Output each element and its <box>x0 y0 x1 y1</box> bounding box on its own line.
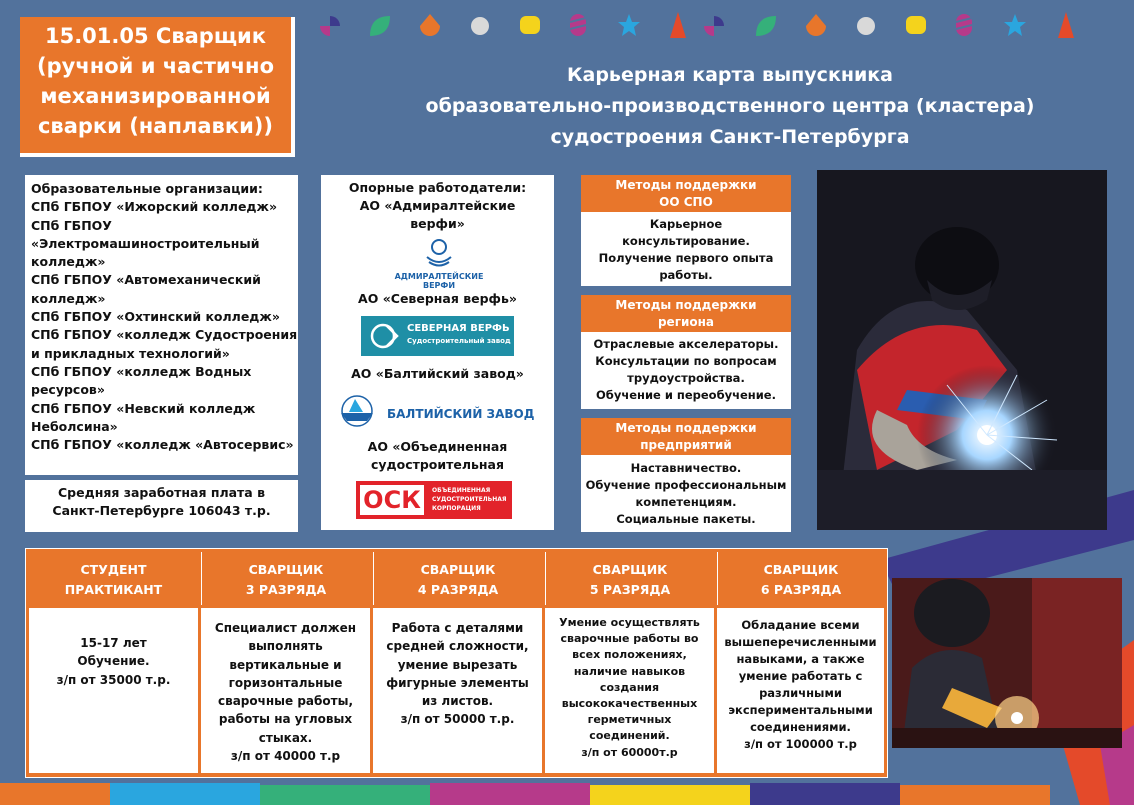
severnaya-logo-subtext: Судостроительный завод <box>407 337 511 345</box>
career-level-description <box>373 608 542 773</box>
welding-work-photo <box>892 578 1122 748</box>
employer-admiralty: АО «Адмиралтейские <box>359 198 516 213</box>
career-level-line: соединениями. <box>750 720 851 734</box>
support-card-line: Отраслевые акселераторы. <box>593 337 779 351</box>
career-level-line: вышеперечисленными <box>724 635 877 649</box>
support-card-line: работы. <box>659 268 713 282</box>
support-card-title: ОО СПО <box>659 195 713 209</box>
program-title-line: сварки (наплавки)) <box>37 114 273 138</box>
program-title-line: механизированной <box>40 84 271 108</box>
career-level-title: ПРАКТИКАНТ <box>64 582 163 597</box>
education-line: СПб ГБПОУ «Автомеханический <box>31 272 261 288</box>
support-card-body <box>581 212 791 286</box>
baltic-emblem-icon <box>335 391 379 435</box>
career-level-title: СТУДЕНТ <box>80 562 147 577</box>
education-line: колледж» <box>31 254 106 270</box>
career-level-title: СВАРЩИК <box>248 562 324 577</box>
career-level-line: фигурные элементы <box>386 675 529 690</box>
page-title-line: судостроения Санкт-Петербурга <box>550 126 910 148</box>
career-level-title: 5 РАЗРЯДА <box>589 582 671 597</box>
career-level-line: з/п от 100000 т.р <box>744 737 857 751</box>
career-level-line: наличие навыков <box>573 664 686 678</box>
osk-logo-mark: ОСК <box>360 485 424 515</box>
admiralty-emblem-icon <box>424 237 454 267</box>
education-line: и прикладных технологий» <box>31 345 230 361</box>
career-level-line: различными <box>759 686 842 700</box>
career-level-line: Умение осуществлять <box>559 616 700 629</box>
career-level-line: из листов. <box>421 694 494 709</box>
career-level-header <box>29 552 198 605</box>
career-level-description <box>545 608 714 773</box>
welder-photo <box>817 170 1107 530</box>
education-organizations <box>25 175 298 475</box>
support-card-body <box>581 455 791 532</box>
support-card-title: предприятий <box>640 438 732 452</box>
career-level-line: средней сложности, <box>386 639 529 654</box>
average-salary <box>25 480 298 532</box>
support-card-line: трудоустройства. <box>627 371 745 385</box>
page-title-line: Карьерная карта выпускника <box>566 64 893 86</box>
career-level-title: СВАРЩИК <box>420 562 496 577</box>
career-level-title: СВАРЩИК <box>592 562 668 577</box>
career-level-title: 6 РАЗРЯДА <box>760 582 842 597</box>
salary-line: Средняя заработная плата в <box>58 485 265 500</box>
severnaya-emblem-icon <box>365 316 405 356</box>
employer-admiralty: верфи» <box>410 216 465 231</box>
career-level-title: СВАРЩИК <box>763 562 839 577</box>
employer-osk: судостроительная <box>370 457 505 472</box>
employer-baltic: АО «Балтийский завод» <box>351 366 524 381</box>
program-title-line: (ручной и частично <box>37 54 274 78</box>
education-line: СПб ГБПОУ «колледж «Автосервис» <box>31 437 294 453</box>
support-card-line: консультирование. <box>622 234 750 248</box>
career-level-line: герметичных <box>587 713 672 727</box>
education-line: СПб ГБПОУ «Ижорский колледж» <box>31 199 278 215</box>
career-level-line: сварочные работы во <box>560 632 699 646</box>
career-level-line: высококачественных <box>561 697 698 711</box>
career-level-line: всех положениях, <box>572 648 687 662</box>
support-card-line: Социальные пакеты. <box>616 512 756 526</box>
employers-heading: Опорные работодатели: <box>348 180 527 195</box>
support-card-line: Обучение профессиональным <box>585 478 787 492</box>
employer-severnaya: АО «Северная верфь» <box>358 291 517 306</box>
career-level-line: сварочные работы, <box>217 694 353 709</box>
support-card-title: Методы поддержки <box>615 421 757 435</box>
career-level-title: 4 РАЗРЯДА <box>417 582 499 597</box>
support-card-title: Методы поддержки <box>615 178 757 192</box>
support-card-header <box>581 295 791 332</box>
education-line: Образовательные организации: <box>31 181 263 196</box>
career-level-line: соединений. <box>589 729 670 743</box>
severnaya-logo <box>361 316 514 356</box>
support-card-line: Обучение и переобучение. <box>596 388 776 402</box>
admiralty-logo-text: АДМИРАЛТЕЙСКИЕ <box>394 272 484 281</box>
career-level-line: умение вырезать <box>397 657 518 672</box>
education-line: колледж» <box>31 290 106 306</box>
career-level-line: экспериментальными <box>728 703 873 717</box>
career-level-line: Специалист должен <box>214 621 357 635</box>
education-line: СПб ГБПОУ «колледж Судостроения <box>31 327 298 343</box>
career-level-line: з/п от 40000 т.р <box>230 749 341 764</box>
education-line: ресурсов» <box>31 382 105 398</box>
osk-logo-text: СУДОСТРОИТЕЛЬНАЯ <box>432 496 507 503</box>
welder-photo-image <box>817 170 1107 530</box>
admiralty-logo <box>389 237 489 293</box>
career-level-line: горизонтальные <box>228 675 343 690</box>
career-level-line: умение работать с <box>738 669 863 683</box>
osk-logo <box>356 481 512 519</box>
osk-logo-text: КОРПОРАЦИЯ <box>432 505 481 512</box>
education-line: СПб ГБПОУ «колледж Водных <box>31 363 252 379</box>
career-level-line: навыками, а также <box>736 652 865 666</box>
welding-work-photo-image <box>892 578 1122 748</box>
salary-line: Санкт-Петербурге 106043 т.р. <box>52 503 271 518</box>
education-line: СПб ГБПОУ «Невский колледж <box>31 400 256 416</box>
support-card-line: Получение первого опыта <box>598 251 774 265</box>
career-level-line: з/п от 35000 т.р. <box>56 672 171 687</box>
career-level-description <box>201 608 370 773</box>
program-title-line: 15.01.05 Сварщик <box>44 24 267 48</box>
career-level-line: Обладание всеми <box>741 618 860 632</box>
severnaya-logo-text: СЕВЕРНАЯ ВЕРФЬ <box>407 323 510 334</box>
career-level-header <box>201 552 370 605</box>
career-level-line: выполнять <box>248 639 323 654</box>
career-level-line: вертикальные и <box>229 657 342 672</box>
support-card-line: Консультации по вопросам <box>595 354 777 368</box>
osk-logo-text: ОБЪЕДИНЕННАЯ <box>432 487 491 494</box>
support-card-header <box>581 418 791 455</box>
education-line: Неболсина» <box>31 418 118 434</box>
baltic-logo-text: БАЛТИЙСКИЙ ЗАВОД <box>387 407 535 421</box>
education-line: «Электромашиностроительный <box>31 235 260 251</box>
career-level-description <box>29 608 198 773</box>
admiralty-logo-text: ВЕРФИ <box>422 281 456 290</box>
career-levels-table <box>25 548 888 778</box>
career-level-header <box>717 552 884 605</box>
career-level-description <box>717 608 884 773</box>
support-card-title: Методы поддержки <box>615 298 757 312</box>
employer-osk: АО «Объединенная <box>367 439 508 454</box>
program-title <box>20 17 295 157</box>
career-level-line: з/п от 50000 т.р. <box>400 712 515 727</box>
key-employers <box>321 175 554 530</box>
page-title <box>330 60 1130 153</box>
education-line: СПб ГБПОУ <box>31 217 112 233</box>
career-level-line: работы на угловых <box>218 712 353 727</box>
career-level-line: стыках. <box>258 730 313 745</box>
career-level-line: з/п от 60000т.р <box>581 745 678 759</box>
support-card-line: Карьерное <box>649 217 723 231</box>
support-card-header <box>581 175 791 212</box>
career-level-line: 15-17 лет <box>80 636 147 650</box>
career-level-line: Работа с деталями <box>391 621 524 635</box>
support-card-line: Наставничество. <box>630 461 742 475</box>
baltic-logo <box>335 391 535 435</box>
page-title-line: образовательно-производственного центра (кластера) <box>425 95 1035 117</box>
career-level-line: Обучение. <box>77 654 150 669</box>
career-level-line: создания <box>599 680 660 694</box>
education-line: СПб ГБПОУ «Охтинский колледж» <box>31 309 280 325</box>
career-level-header <box>545 552 714 605</box>
career-level-title: 3 РАЗРЯДА <box>245 582 327 597</box>
support-card-line: компетенциям. <box>635 495 737 509</box>
support-card-body <box>581 332 791 409</box>
career-level-header <box>373 552 542 605</box>
support-card-title: региона <box>657 315 715 329</box>
